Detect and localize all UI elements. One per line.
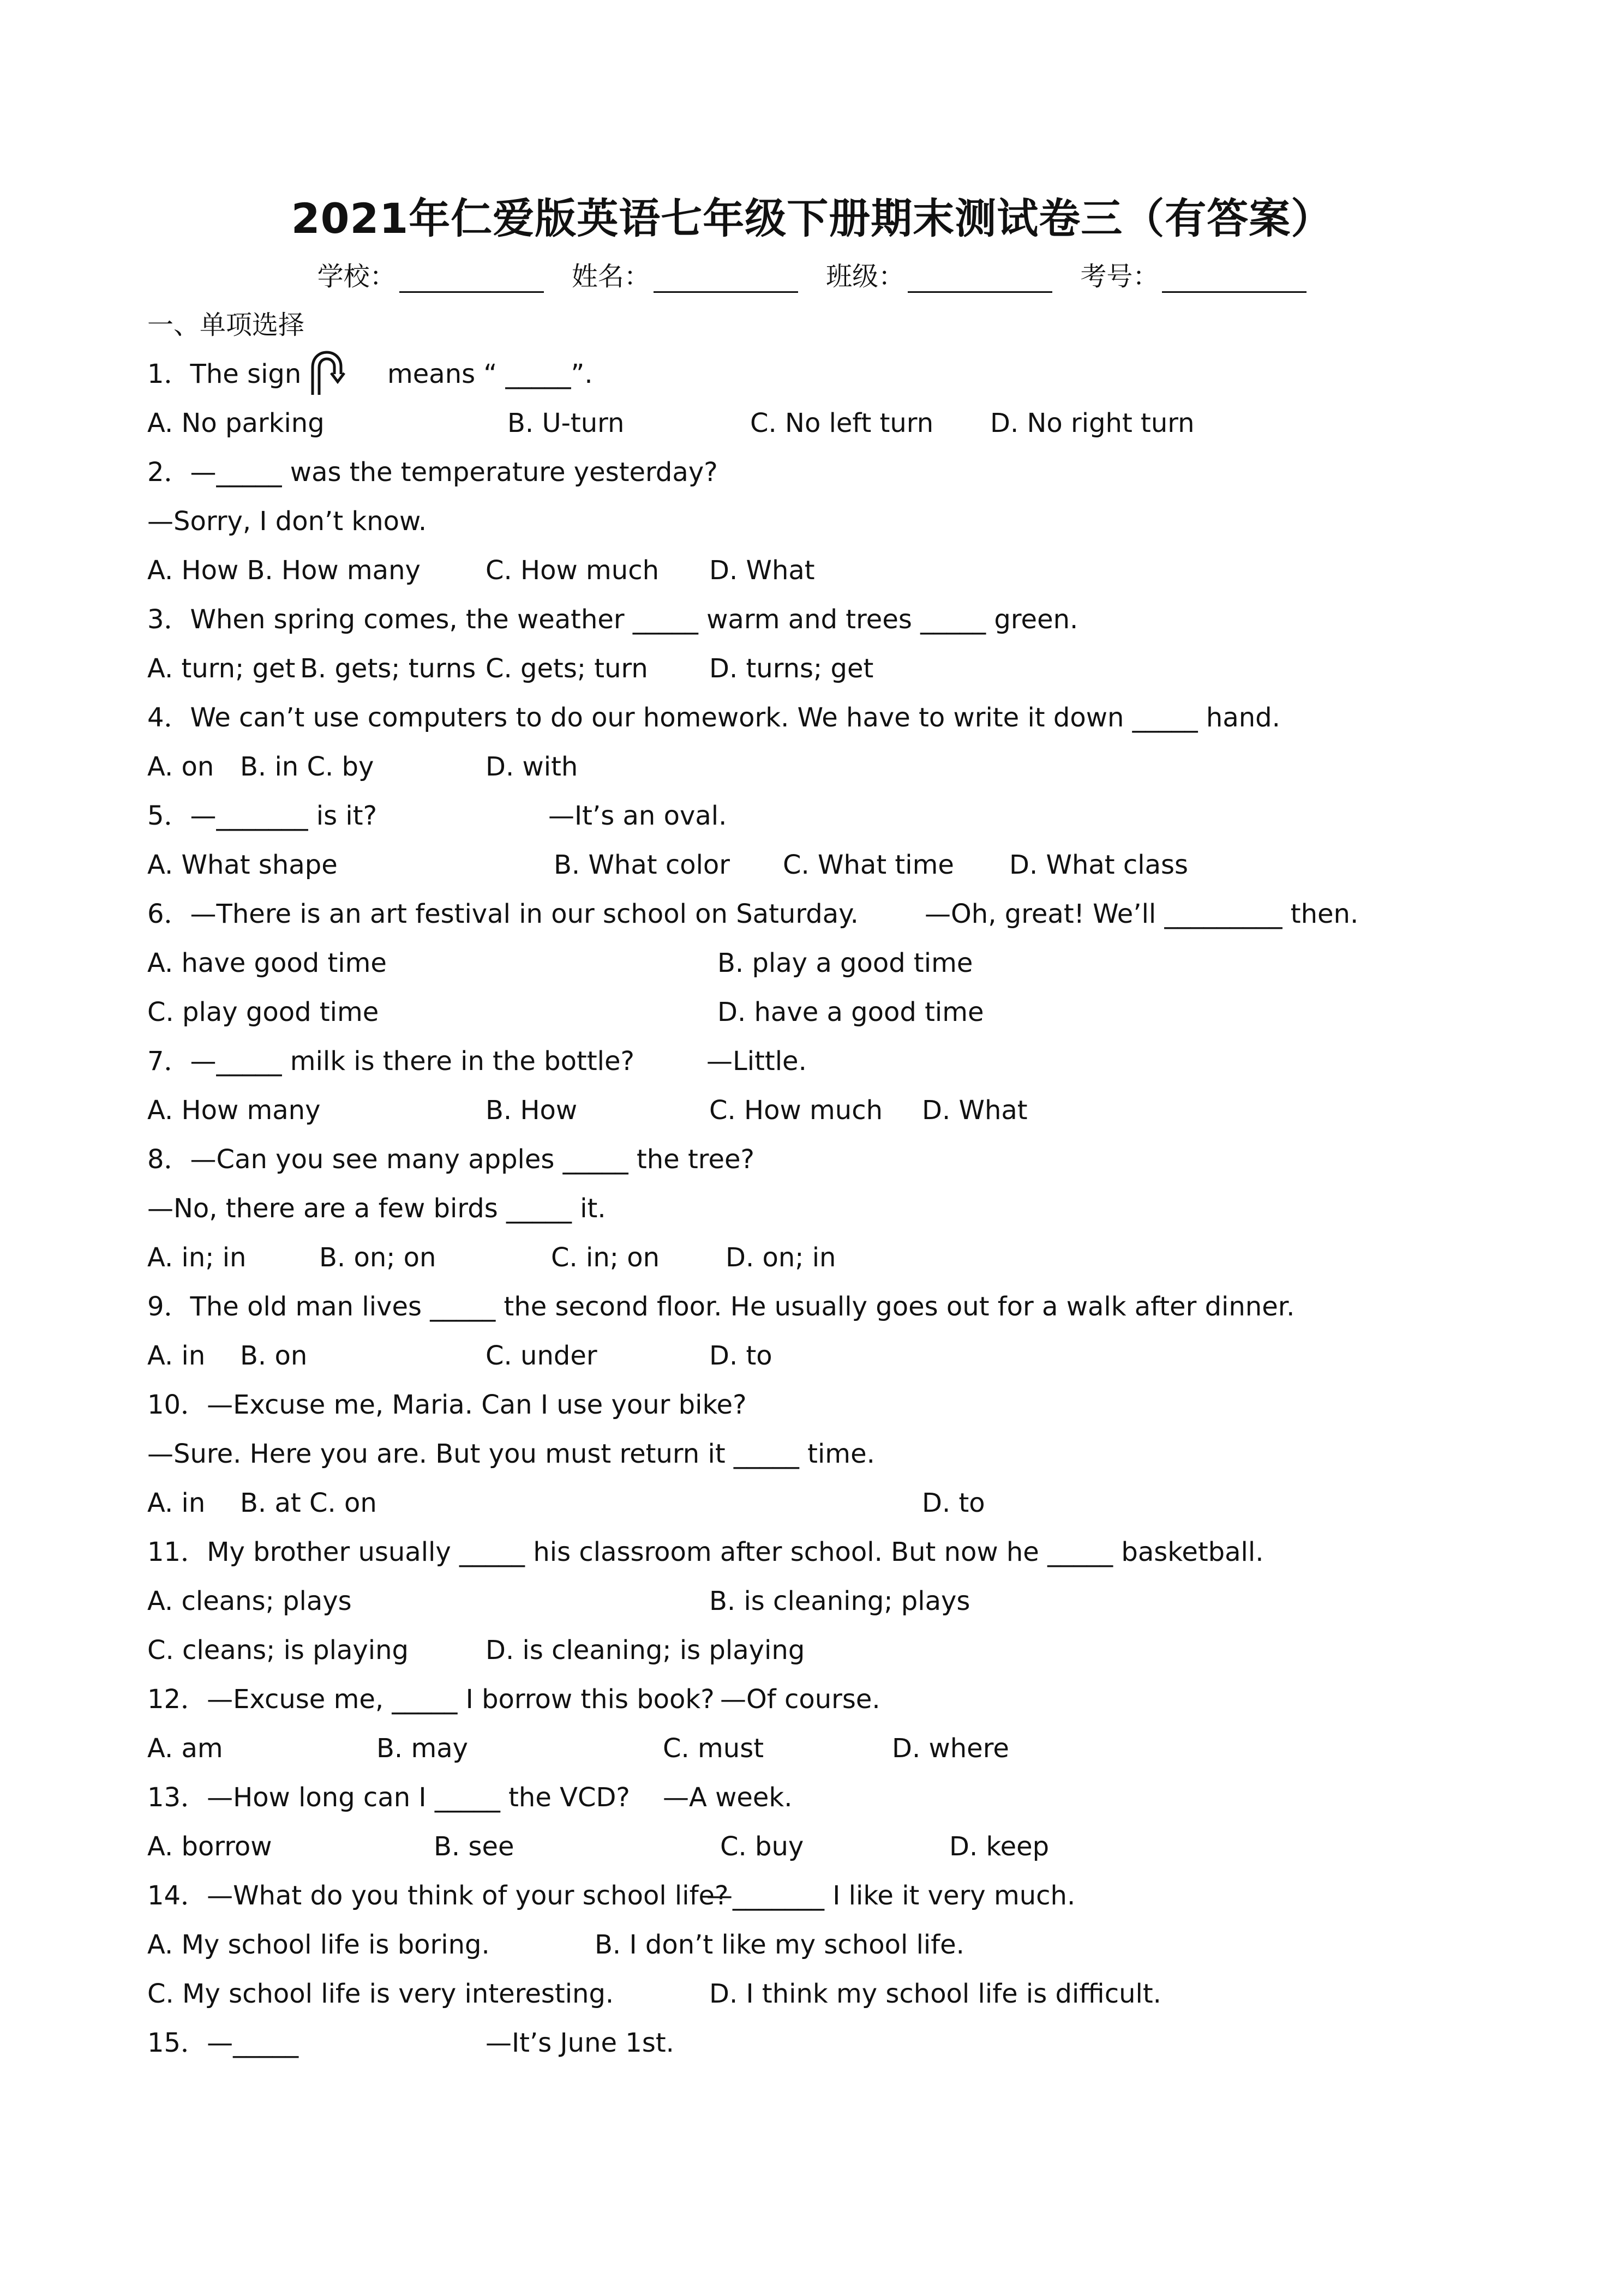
u-turn-sign-icon <box>303 349 352 396</box>
option-d[interactable]: D. I think my school life is difficult. <box>709 1979 1161 2009</box>
option-b[interactable]: B. How <box>486 1095 578 1126</box>
exam-number-field <box>1080 255 1307 293</box>
section-heading: 一、单项选择 <box>147 310 305 340</box>
option-c[interactable]: C. No left turn <box>750 408 934 438</box>
option-d[interactable]: D. have a good time <box>717 997 984 1027</box>
question-number: 9． <box>147 1291 190 1322</box>
option-b[interactable]: B. U-turn <box>507 408 625 438</box>
question-6-answer: —Oh, great! We’ll _________ then. <box>925 899 1359 929</box>
question-1-text-after: means “ _____”. <box>387 359 593 389</box>
option-c[interactable]: C. under <box>486 1341 597 1371</box>
question-text: —There is an art festival in our school on Saturday. <box>190 899 859 929</box>
question-13-answer: —A week. <box>663 1782 793 1813</box>
option-a[interactable]: A. No parking <box>147 408 325 438</box>
option-d[interactable]: D. on; in <box>726 1242 836 1273</box>
option-c[interactable]: C. What time <box>783 850 954 880</box>
question-8-reply: —No, there are a few birds _____ it. <box>147 1193 606 1224</box>
question-11-options-row-1 <box>147 1580 1020 1622</box>
question-14-answer: —_______ I like it very much. <box>706 1880 1076 1911</box>
question-13 <box>147 1777 630 1818</box>
question-7 <box>147 1041 634 1082</box>
question-text: —_____ was the temperature yesterday? <box>190 457 718 488</box>
option-c[interactable]: C. must <box>663 1733 764 1764</box>
class-field <box>826 255 1052 293</box>
option-b[interactable]: B. What color <box>554 850 730 880</box>
question-12-answer: —Of course. <box>720 1684 880 1715</box>
name-label: 姓名： <box>571 261 650 292</box>
question-number: 6． <box>147 899 190 929</box>
option-a[interactable]: A. borrow <box>147 1831 272 1862</box>
school-field <box>317 255 544 293</box>
option-d[interactable]: D. turns; get <box>709 653 874 684</box>
question-5-answer: —It’s an oval. <box>548 801 727 831</box>
question-11 <box>147 1531 1263 1573</box>
option-b[interactable]: B. gets; turns <box>300 653 476 684</box>
option-b[interactable]: B. is cleaning; plays <box>709 1586 970 1616</box>
option-c[interactable]: C. cleans; is playing <box>147 1635 409 1666</box>
option-b[interactable]: B. on; on <box>319 1242 436 1273</box>
option-d[interactable]: D. with <box>486 752 578 782</box>
question-6-options-row-2 <box>147 991 1020 1033</box>
question-text: —Can you see many apples _____ the tree? <box>190 1144 755 1175</box>
question-number: 3． <box>147 604 190 635</box>
name-field <box>572 255 798 293</box>
question-number: 14． <box>147 1880 207 1911</box>
question-number: 7． <box>147 1046 190 1077</box>
question-9 <box>147 1286 1295 1327</box>
question-14-options-row-1 <box>147 1924 1020 1966</box>
option-d[interactable]: D. No right turn <box>990 408 1195 438</box>
option-a[interactable]: A. in; in <box>147 1242 247 1273</box>
question-6-options-row-1 <box>147 942 1020 984</box>
option-a-b[interactable]: A. How B. How many <box>147 555 421 586</box>
question-number: 5． <box>147 801 190 831</box>
option-c[interactable]: C. buy <box>720 1831 804 1862</box>
question-11-options-row-2 <box>147 1630 1020 1671</box>
question-text: —_____ milk is there in the bottle? <box>190 1046 634 1077</box>
question-1 <box>147 353 301 395</box>
question-text: My brother usually _____ his classroom after school. But now he _____ basketball. <box>207 1537 1264 1567</box>
question-number: 10． <box>147 1390 207 1420</box>
option-b[interactable]: B. play a good time <box>717 948 973 978</box>
option-c[interactable]: C. How much <box>486 555 659 586</box>
question-3 <box>147 599 1078 640</box>
option-b-c[interactable]: B. at C. on <box>240 1488 377 1518</box>
option-a[interactable]: A. in <box>147 1488 206 1518</box>
option-c[interactable]: C. play good time <box>147 997 379 1027</box>
option-a[interactable]: A. What shape <box>147 850 338 880</box>
page-title: 2021年仁爱版英语七年级下册期末测试卷三（有答案） <box>291 194 1333 243</box>
question-4 <box>147 697 1280 738</box>
question-number: 13． <box>147 1782 207 1813</box>
school-label: 学校： <box>317 261 396 292</box>
question-number: 2． <box>147 457 190 488</box>
option-a[interactable]: A. am <box>147 1733 223 1764</box>
option-a[interactable]: A. How many <box>147 1095 321 1126</box>
question-12 <box>147 1679 715 1720</box>
option-c[interactable]: C. My school life is very interesting. <box>147 1979 614 2009</box>
option-b[interactable]: B. see <box>434 1831 514 1862</box>
question-text: —Excuse me, _____ I borrow this book? <box>207 1684 715 1715</box>
question-number: 15． <box>147 2028 207 2058</box>
class-blank[interactable] <box>908 266 1052 293</box>
option-d[interactable]: D. to <box>709 1341 772 1371</box>
option-a[interactable]: A. have good time <box>147 948 387 978</box>
option-d[interactable]: D. What <box>709 555 815 586</box>
option-a[interactable]: A. cleans; plays <box>147 1586 352 1616</box>
question-number: 12． <box>147 1684 207 1715</box>
option-b[interactable]: B. on <box>240 1341 308 1371</box>
school-blank[interactable] <box>399 266 544 293</box>
option-d[interactable]: D. What <box>922 1095 1028 1126</box>
exam-number-blank[interactable] <box>1162 266 1307 293</box>
option-a[interactable]: A. on <box>147 752 214 782</box>
student-info-row <box>0 255 1624 299</box>
question-10 <box>147 1384 747 1426</box>
option-d[interactable]: D. is cleaning; is playing <box>486 1635 805 1666</box>
exam-number-label: 考号： <box>1080 261 1159 292</box>
option-a[interactable]: A. turn; get <box>147 653 296 684</box>
option-b[interactable]: B. may <box>376 1733 469 1764</box>
question-number: 8． <box>147 1144 190 1175</box>
question-15 <box>147 2022 298 2064</box>
class-label: 班级： <box>826 261 905 292</box>
option-c[interactable]: C. How much <box>709 1095 883 1126</box>
question-number: 11． <box>147 1537 207 1567</box>
question-10-reply: —Sure. Here you are. But you must return it _____ time. <box>147 1439 875 1469</box>
question-text: —How long can I _____ the VCD? <box>207 1782 630 1813</box>
question-15-answer: —It’s June 1st. <box>486 2028 674 2058</box>
question-14 <box>147 1875 729 1916</box>
question-number: 1． <box>147 359 190 389</box>
option-c[interactable]: C. in; on <box>551 1242 660 1273</box>
question-text: We can’t use computers to do our homework. We have to write it down _____ hand. <box>190 702 1280 733</box>
question-text: The sign <box>190 359 302 389</box>
option-d[interactable]: D. What class <box>1009 850 1189 880</box>
option-d[interactable]: D. keep <box>949 1831 1050 1862</box>
name-blank[interactable] <box>654 266 798 293</box>
question-8 <box>147 1139 754 1180</box>
question-2-reply: —Sorry, I don’t know. <box>147 506 427 537</box>
option-d[interactable]: D. to <box>922 1488 985 1518</box>
question-text: —_____ <box>207 2028 299 2058</box>
question-text: When spring comes, the weather _____ warm and trees _____ green. <box>190 604 1078 635</box>
question-text: —What do you think of your school life? <box>207 1880 729 1911</box>
option-b-c[interactable]: B. in C. by <box>240 752 374 782</box>
option-d[interactable]: D. where <box>892 1733 1009 1764</box>
question-text: —Excuse me, Maria. Can I use your bike? <box>207 1390 747 1420</box>
question-number: 4． <box>147 702 190 733</box>
question-text: —_______ is it? <box>190 801 377 831</box>
question-6 <box>147 893 859 935</box>
option-a[interactable]: A. in <box>147 1341 206 1371</box>
question-5 <box>147 795 377 837</box>
option-c[interactable]: C. gets; turn <box>486 653 648 684</box>
question-7-answer: —Little. <box>706 1046 807 1077</box>
question-text: The old man lives _____ the second floor. He usually goes out for a walk after dinner. <box>190 1291 1295 1322</box>
option-b[interactable]: B. I don’t like my school life. <box>595 1930 964 1960</box>
option-a[interactable]: A. My school life is boring. <box>147 1930 490 1960</box>
question-14-options-row-2 <box>147 1973 1161 2015</box>
question-2 <box>147 452 718 493</box>
